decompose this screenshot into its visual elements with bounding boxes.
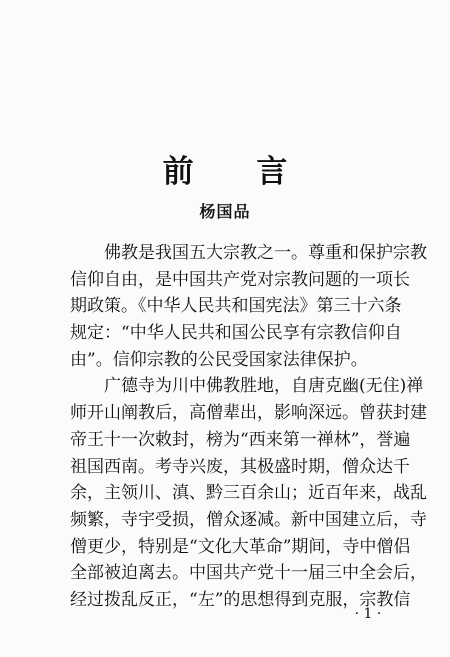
author-name: 杨国品	[199, 202, 251, 221]
text-line: 帝王十一次敕封，榜为“西来第一禅林”，誉遍	[70, 429, 411, 450]
text-line: 经过拨乱反正，“左”的思想得到克服，宗教信	[70, 589, 411, 610]
body-text	[70, 240, 427, 614]
text-line: 祖国西南。考寺兴废，其极盛时期，僧众达千	[70, 456, 410, 477]
page-number: · 1 ·	[354, 606, 382, 622]
text-line: 广德寺为川中佛教胜地，自唐克幽(无住)禅	[104, 376, 424, 397]
text-line: 规定：“中华人民共和国公民享有宗教信仰自	[70, 323, 402, 344]
text-line: 僧更少，特别是“文化大革命”期间，寺中僧侣	[70, 536, 411, 557]
text-line: 师开山阐教后，高僧辈出，影响深远。曾获封建	[70, 403, 427, 424]
text-line: 信仰自由，是中国共产党对宗教问题的一项长	[70, 269, 410, 290]
text-line: 余，主领川、滇、黔三百余山；近百年来，战乱	[70, 483, 427, 504]
page-title: 前 言	[162, 154, 314, 190]
text-line: 期政策。《中华人民共和国宪法》第三十六条	[70, 296, 402, 317]
text-line: 由”。信仰宗教的公民受国家法律保护。	[70, 349, 368, 370]
text-line: 频繁，寺宇受损，僧众逐减。新中国建立后，寺	[70, 509, 427, 530]
text-line: 全部被迫离去。中国共产党十一届三中全会后，	[70, 563, 427, 584]
text-line: 佛教是我国五大宗教之一。尊重和保护宗教	[104, 243, 427, 263]
